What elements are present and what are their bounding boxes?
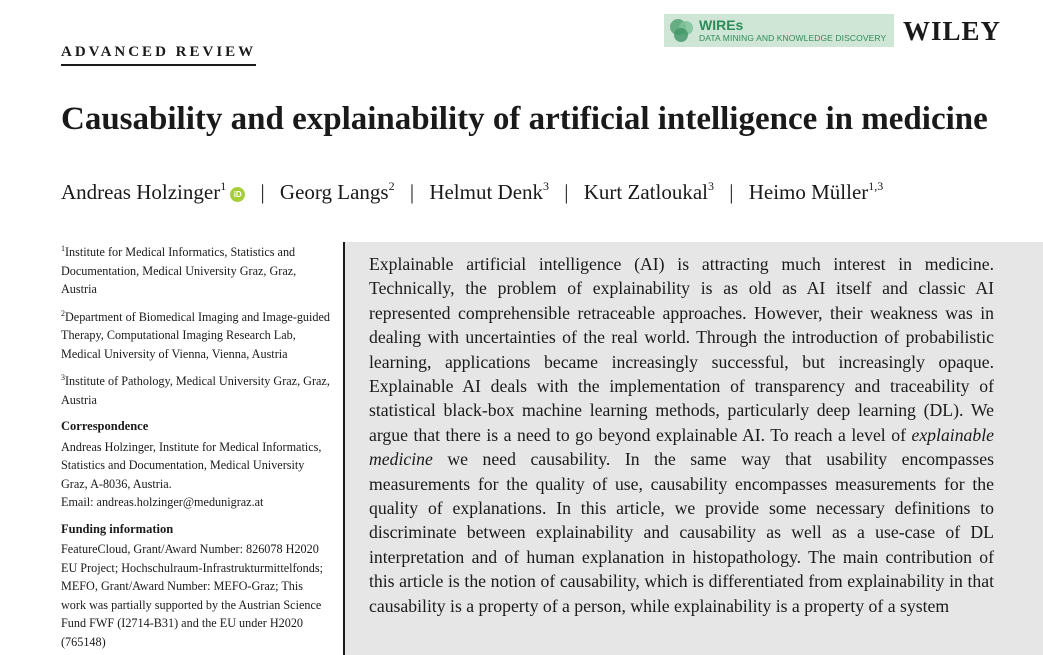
- author-affiliation-mark: 1: [220, 179, 227, 193]
- journal-logo: [664, 14, 894, 47]
- abstract-box: [343, 242, 1043, 655]
- author-separator: |: [260, 180, 265, 204]
- wires-logo-icon: [667, 16, 697, 46]
- author-affiliation-mark: 2: [388, 179, 395, 193]
- author-name: Andreas Holzinger: [61, 180, 221, 204]
- author-list: [61, 179, 883, 205]
- abstract-text: Explainable artificial intelligence (AI) is attracting much interest in medicine. Technically, the problem of explainability is as old as AI itself and classic AI represented comprehensible retraceable approaches. However, their weakness was in dealing with uncertainties of the real world. Through the introduction of probabilistic learning, applications became increasingly successful, but increasingly opaque. Explainable AI deals with the implementation of transparency and traceability of statistical black-box machine learning methods, particularly deep learning (DL). We argue that there is a need to go beyond explainable AI. To reach a level of explainable medicine we need causability. In the same way that usability encompasses measurements for the quality of use, causability encompasses measurements for the quality of explanations. In this article, we provide some necessary definitions to discriminate between explainability and causability as well as a use-case of DL interpretation and of human explanation in histopathology. The main contribution of this article is the notion of causability, which is differentiated from explainability in that causability is a property of a person, while explainability is a property of a system: [369, 254, 994, 616]
- author-separator: |: [729, 180, 734, 204]
- section-label: ADVANCED REVIEW: [61, 44, 256, 66]
- article-title: Causability and explainability of artificial intelligence in medicine: [61, 101, 988, 137]
- author-name: Kurt Zatloukal: [583, 180, 708, 204]
- sidebar-info: [61, 240, 331, 651]
- correspondence-heading: Correspondence: [61, 419, 149, 433]
- author-separator: |: [409, 180, 415, 204]
- author-name: Helmut Denk: [429, 180, 544, 204]
- author-separator: |: [564, 180, 569, 204]
- funding-heading: Funding information: [61, 521, 174, 536]
- author-name: Heimo Müller: [748, 180, 869, 204]
- correspondence-text: Andreas Holzinger, Institute for Medical Informatics, Statistics and Documentation, Medical University Graz, A-8036, Austria.: [61, 439, 322, 491]
- author-affiliation-mark: 3: [543, 179, 550, 193]
- journal-subtitle: DATA MINING AND KNOWLEDGE DISCOVERY: [699, 33, 887, 44]
- publisher-logo: WILEY: [903, 16, 1002, 46]
- orcid-icon[interactable]: iD: [230, 187, 245, 202]
- funding-text: FeatureCloud, Grant/Award Number: 826078 H2020 EU Project; Hochschulraum-Infrastrukturmittelfonds; MEFO, Grant/Award Number: MEFO-Graz; This work was partially supported by the Austrian Science Fund FWF (I2714-B31) and the EU under H2020 (765148): [61, 542, 323, 649]
- author-affiliation-mark: 3: [707, 179, 714, 193]
- affiliation-item: $^2$Department of Biomedical Imaging and Image-guided Therapy, Computational Imaging Research Lab, Medical University of Vienna, Vienna, Austria: [61, 308, 330, 361]
- author-name: Georg Langs: [279, 180, 389, 204]
- correspondence-email[interactable]: Email: andreas.holzinger@medunigraz.at: [61, 495, 264, 509]
- abstract-emphasis: explainable medicine: [369, 424, 994, 470]
- affiliation-item: $^1$Institute for Medical Informatics, Statistics and Documentation, Medical University Graz, Graz, Austria: [61, 244, 297, 296]
- author-affiliation-mark: 1,3: [868, 179, 884, 193]
- journal-name: WIREs: [699, 17, 744, 34]
- affiliation-item: $^3$Institute of Pathology, Medical University Graz, Graz, Austria: [61, 373, 330, 407]
